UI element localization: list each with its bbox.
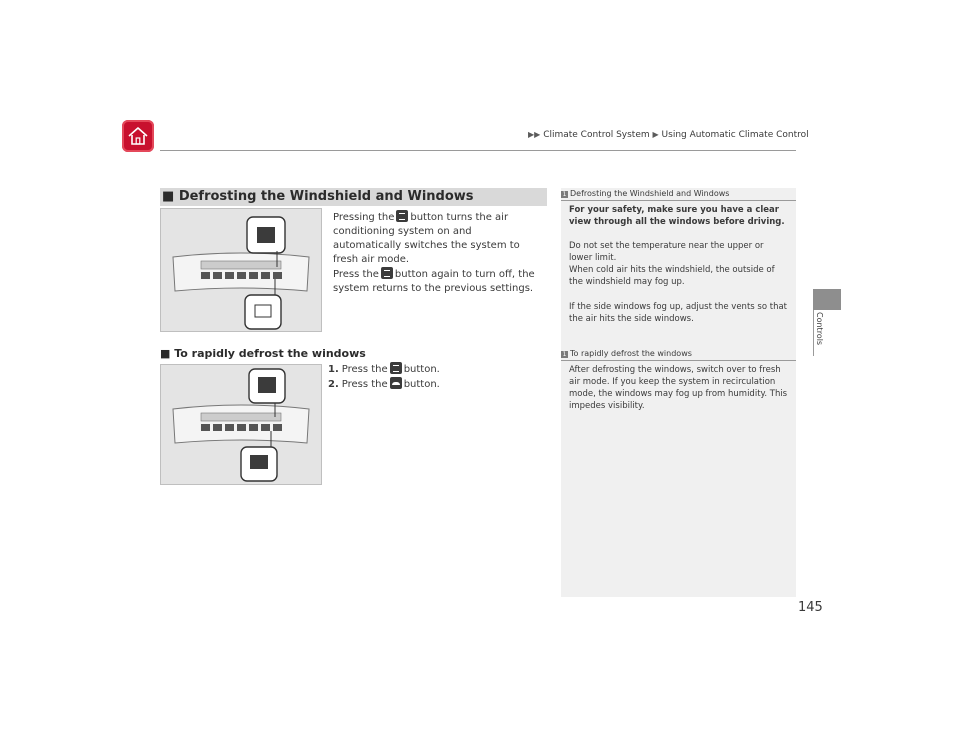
defrost-paragraph-1: Pressing the button turns the air conditioning system on and automatically switches the system to fresh air mode.: [333, 212, 520, 265]
note-side-windows: If the side windows fog up, adjust the vents so that the air hits the side windows.: [569, 302, 787, 324]
note-heading-defrosting: 1 Defrosting the Windshield and Windows: [562, 189, 730, 198]
note-divider: [561, 200, 796, 201]
figure-defrost-button: [160, 208, 322, 332]
header-divider: [160, 150, 796, 151]
figure-rapid-defrost: [160, 364, 322, 485]
note-cold-air: When cold air hits the windshield, the outside of the windshield may fog up.: [569, 265, 775, 287]
rear-defrost-icon: [390, 377, 402, 389]
note-safety-warning: For your safety, make sure you have a clear view through all the windows before driving.: [569, 205, 785, 227]
page-number: 145: [798, 600, 823, 615]
front-defrost-icon: [381, 267, 393, 279]
climate-panel-illustration: [161, 365, 321, 484]
note-marker-icon: 1: [562, 191, 567, 198]
defrost-paragraph-2: Press the button again to turn off, the system returns to the previous settings.: [333, 269, 535, 294]
breadcrumb: [528, 130, 809, 140]
chapter-tab-divider: [813, 310, 814, 356]
front-defrost-icon: [396, 210, 408, 222]
rapid-defrost-steps: [328, 362, 440, 392]
note-marker-icon: 1: [562, 351, 567, 358]
step-2: 2. Press the button.: [328, 379, 440, 390]
breadcrumb-item-automatic-climate[interactable]: Using Automatic Climate Control: [661, 130, 809, 140]
note-heading-rapid-defrost: 1 To rapidly defrost the windows: [562, 349, 692, 358]
subsection-title: ■ To rapidly defrost the windows: [160, 347, 366, 360]
note-temperature: Do not set the temperature near the upper or lower limit.: [569, 241, 764, 263]
note-divider: [561, 360, 796, 361]
breadcrumb-arrow-icon: ▶▶: [528, 130, 541, 139]
chapter-tab[interactable]: [813, 289, 841, 310]
chapter-tab-label: Controls: [815, 312, 824, 346]
breadcrumb-arrow-icon: ▶: [652, 130, 659, 139]
home-button[interactable]: [122, 120, 154, 152]
climate-panel-illustration: [161, 209, 321, 331]
front-defrost-icon: [390, 362, 402, 374]
home-icon: [126, 125, 150, 147]
breadcrumb-item-climate-control[interactable]: Climate Control System: [543, 130, 650, 140]
section-title: ■ Defrosting the Windshield and Windows: [162, 189, 474, 204]
step-1: 1. Press the button.: [328, 364, 440, 375]
note-fresh-air: After defrosting the windows, switch over to fresh air mode. If you keep the system in recirculation mode, the windows may fog up from humidity. This impedes visibility.: [569, 365, 788, 411]
